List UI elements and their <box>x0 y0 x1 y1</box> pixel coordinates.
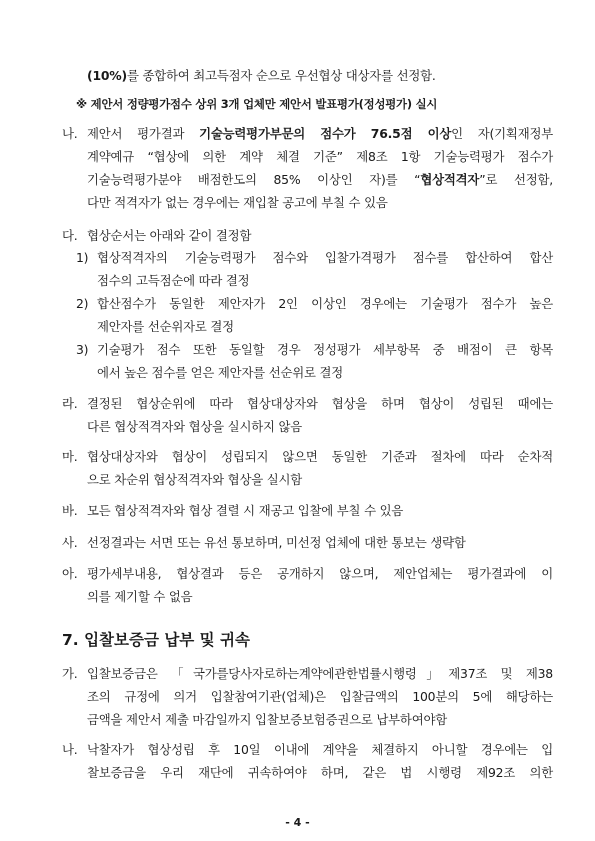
item-da-line-1: 협상순서는 아래와 같이 결정함 <box>87 228 252 243</box>
item-a-line-1: 평가세부내용, 협상결과 등은 공개하지 않으며, 제안업체는 평가결과에 이 <box>87 566 553 581</box>
item-na-line-1: 제안서 평가결과 기술능력평가부문의 점수가 76.5점 이상인 자(기획재정부 <box>87 126 554 141</box>
intro-text: 를 종합하여 최고득점자 순으로 우선협상 대상자를 선정함. <box>126 68 436 83</box>
s7-ga-line-1: 입찰보증금은 「국가를당사자로하는계약에관한법률시행령」제37조 및 제38 <box>87 666 553 681</box>
note-line: ※ 제안서 정량평가점수 상위 3개 업체만 제안서 발표평가(정성평가) 실시 <box>76 97 438 111</box>
page-number: - 4 - <box>285 816 310 829</box>
s7-ga-marker: 가. <box>62 666 78 681</box>
sub-2-marker: 2) <box>76 296 89 311</box>
intro-line <box>87 68 436 84</box>
item-ba-marker: 바. <box>62 503 78 518</box>
item-ra-line-1: 결정된 협상순위에 따라 협상대상자와 협상을 하며 협상이 성립된 때에는 <box>87 396 553 411</box>
item-na-line-4: 다만 적격자가 없는 경우에는 재입찰 공고에 부칠 수 있음 <box>87 195 388 210</box>
sub-1-line-2: 점수의 고득점순에 따라 결정 <box>97 273 250 288</box>
sub-3-line-2: 에서 높은 점수를 얻은 제안자를 선순위로 결정 <box>97 365 344 380</box>
item-ma-line-1: 협상대상자와 협상이 성립되지 않으면 동일한 기준과 절차에 따라 순차적 <box>87 449 553 464</box>
s7-na-line-1: 낙찰자가 협상성립 후 10일 이내에 계약을 체결하지 아니할 경우에는 입 <box>87 742 553 757</box>
sub-2-line-2: 제안자를 선순위자로 결정 <box>97 319 234 334</box>
item-ma-line-2: 으로 차순위 협상적격자와 협상을 실시함 <box>87 472 303 487</box>
item-a-line-2: 의를 제기할 수 없음 <box>87 589 193 604</box>
item-a-marker: 아. <box>62 566 78 581</box>
s7-ga-line-2: 조의 규정에 의거 입찰참여기관(업체)은 입찰금액의 100분의 5에 해당하는 <box>87 689 553 704</box>
sub-1-line-1: 협상적격자의 기술능력평가 점수와 입찰가격평가 점수를 합산하여 합산 <box>97 250 553 265</box>
item-na-bold-score: 기술능력평가부문의 점수가 76.5점 이상 <box>199 126 452 141</box>
sub-3-marker: 3) <box>76 342 89 357</box>
intro-bold: (10%) <box>87 68 127 83</box>
item-na-bold-term: 협상적격자 <box>420 172 480 187</box>
sub-1-marker: 1) <box>76 250 89 265</box>
item-ba-line-1: 모든 협상적격자와 협상 결렬 시 재공고 입찰에 부칠 수 있음 <box>87 503 404 518</box>
s7-ga-line-3: 금액을 제안서 제출 마감일까지 입찰보증보험증권으로 납부하여야함 <box>87 712 448 727</box>
item-ma-marker: 마. <box>62 449 78 464</box>
item-da-marker: 다. <box>62 228 78 243</box>
section-7-heading: 7. 입찰보증금 납부 및 귀속 <box>62 631 250 649</box>
item-ra-line-2: 다른 협상적격자와 협상을 실시하지 않음 <box>87 419 303 434</box>
s7-na-marker: 나. <box>62 742 78 757</box>
item-na-line-3: 기술능력평가분야 배점한도의 85% 이상인 자)를 “협상적격자”로 선정함, <box>87 172 553 187</box>
sub-3-line-1: 기술평가 점수 또한 동일할 경우 정성평가 세부항목 중 배점이 큰 항목 <box>97 342 553 357</box>
sub-2-line-1: 합산점수가 동일한 제안자가 2인 이상인 경우에는 기술평가 점수가 높은 <box>97 296 553 311</box>
item-sa-marker: 사. <box>62 535 78 550</box>
item-na-line-2: 계약예규 “협상에 의한 계약 체결 기준” 제8조 1항 기술능력평가 점수가 <box>87 149 553 164</box>
item-sa-line-1: 선정결과는 서면 또는 유선 통보하며, 미선정 업체에 대한 통보는 생략함 <box>87 535 466 550</box>
item-na-marker: 나. <box>62 126 78 141</box>
s7-na-line-2: 찰보증금을 우리 재단에 귀속하여야 하며, 같은 법 시행령 제92조 의한 <box>87 765 553 780</box>
item-ra-marker: 라. <box>62 396 78 411</box>
